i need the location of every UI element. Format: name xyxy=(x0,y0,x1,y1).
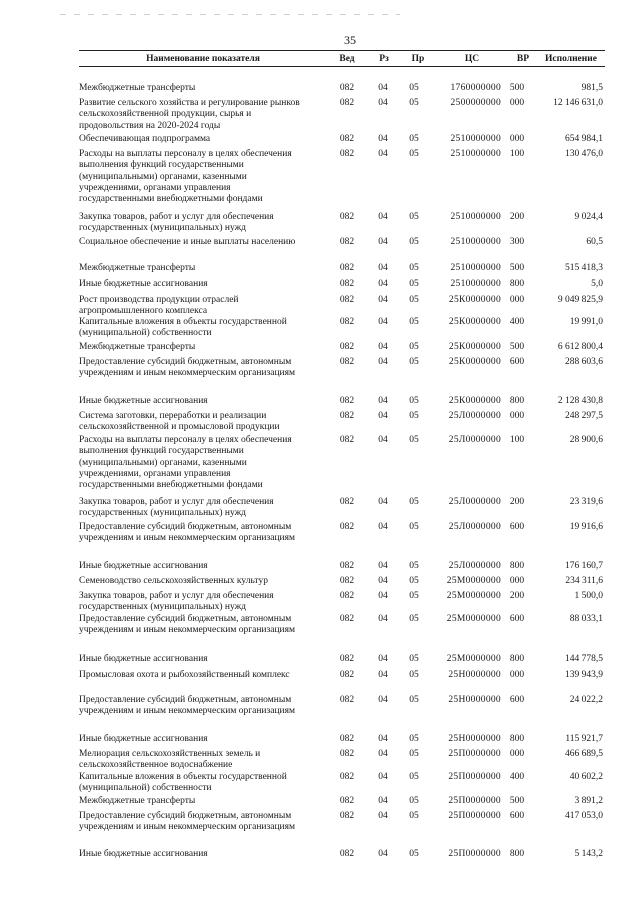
row-name-line: Иные бюджетные ассигнования xyxy=(79,654,208,664)
row-pr: 05 xyxy=(409,237,419,247)
row-ved: 082 xyxy=(339,411,355,421)
row-cs: 25К0000000 xyxy=(448,396,501,406)
row-ved: 082 xyxy=(339,695,355,705)
row-name xyxy=(79,212,319,235)
row-cs: 25П0000000 xyxy=(448,811,501,821)
row-name-line: учреждениям и иным некоммерческим организациям xyxy=(79,822,296,833)
row-name-line: Предоставление субсидий бюджетным, автономным xyxy=(79,614,292,624)
row-name xyxy=(79,149,319,205)
page-number: 35 xyxy=(344,33,356,47)
row-cs: 25Н0000000 xyxy=(448,734,501,744)
row-name xyxy=(79,357,319,380)
row-name xyxy=(79,796,319,807)
row-rz: 04 xyxy=(378,342,388,352)
row-rz: 04 xyxy=(378,591,388,601)
row-vr: 800 xyxy=(509,849,525,859)
row-name xyxy=(79,83,319,94)
row-cs: 25Л0000000 xyxy=(448,522,501,532)
row-ved: 082 xyxy=(339,522,355,532)
row-vr: 600 xyxy=(509,811,525,821)
row-name-line: Система заготовки, переработки и реализации xyxy=(79,411,267,421)
row-pr: 05 xyxy=(409,849,419,859)
row-name xyxy=(79,576,319,587)
row-cs: 2510000000 xyxy=(450,263,501,273)
row-sum: 19 991,0 xyxy=(569,317,603,327)
row-sum: 19 916,6 xyxy=(569,522,603,532)
row-sum: 417 053,0 xyxy=(565,811,603,821)
row-pr: 05 xyxy=(409,497,419,507)
row-name-line: сельскохозяйственной и промысловой продукции xyxy=(79,422,280,433)
row-vr: 000 xyxy=(509,295,525,305)
row-vr: 200 xyxy=(509,497,525,507)
row-rz: 04 xyxy=(378,796,388,806)
row-name-line: Развитие сельского хозяйства и регулирование рынков xyxy=(79,98,300,108)
row-ved: 082 xyxy=(339,295,355,305)
row-ved: 082 xyxy=(339,149,355,159)
row-cs: 25П0000000 xyxy=(448,849,501,859)
row-pr: 05 xyxy=(409,749,419,759)
row-name xyxy=(79,849,319,860)
row-pr: 05 xyxy=(409,772,419,782)
row-ved: 082 xyxy=(339,772,355,782)
row-name-line: сельскохозяйственное водоснабжение xyxy=(79,760,233,771)
row-vr: 600 xyxy=(509,695,525,705)
row-name-line: Предоставление субсидий бюджетным, автономным xyxy=(79,811,292,821)
row-rz: 04 xyxy=(378,411,388,421)
row-ved: 082 xyxy=(339,317,355,327)
row-ved: 082 xyxy=(339,749,355,759)
row-ved: 082 xyxy=(339,561,355,571)
row-vr: 300 xyxy=(509,237,525,247)
row-pr: 05 xyxy=(409,522,419,532)
table-header xyxy=(79,50,605,67)
row-sum: 130 476,0 xyxy=(565,149,603,159)
row-vr: 400 xyxy=(509,317,525,327)
row-rz: 04 xyxy=(378,396,388,406)
row-vr: 800 xyxy=(509,561,525,571)
row-rz: 04 xyxy=(378,497,388,507)
row-rz: 04 xyxy=(378,279,388,289)
row-vr: 000 xyxy=(509,749,525,759)
row-vr: 200 xyxy=(509,212,525,222)
row-sum: 2 128 430,8 xyxy=(557,396,603,406)
row-name-line: Обеспечивающая подпрограмма xyxy=(79,134,211,144)
row-pr: 05 xyxy=(409,576,419,586)
row-rz: 04 xyxy=(378,83,388,93)
row-name-line: Предоставление субсидий бюджетным, автономным xyxy=(79,522,292,532)
row-cs: 25К0000000 xyxy=(448,295,501,305)
row-ved: 082 xyxy=(339,279,355,289)
row-vr: 000 xyxy=(509,576,525,586)
row-sum: 288 603,6 xyxy=(565,357,603,367)
row-name xyxy=(79,435,319,491)
row-pr: 05 xyxy=(409,411,419,421)
row-pr: 05 xyxy=(409,734,419,744)
row-cs: 2510000000 xyxy=(450,237,501,247)
row-cs: 25Л0000000 xyxy=(448,561,501,571)
row-rz: 04 xyxy=(378,670,388,680)
row-name xyxy=(79,734,319,745)
row-name-line: учреждениям и иным некоммерческим организациям xyxy=(79,625,296,636)
row-cs: 2510000000 xyxy=(450,149,501,159)
row-cs: 25Н0000000 xyxy=(448,670,501,680)
row-name-line: государственными внебюджетными фондами xyxy=(79,194,263,205)
row-name-line: выполнения функций государственными xyxy=(79,446,244,457)
row-ved: 082 xyxy=(339,342,355,352)
row-name xyxy=(79,522,319,545)
row-cs: 2510000000 xyxy=(450,134,501,144)
row-name xyxy=(79,772,319,795)
row-name-line: (муниципальными) органами, казенными xyxy=(79,457,247,468)
row-name xyxy=(79,411,319,434)
row-pr: 05 xyxy=(409,134,419,144)
row-name-line: Иные бюджетные ассигнования xyxy=(79,849,208,859)
row-name-line: Закупка товаров, работ и услуг для обеспечения xyxy=(79,591,274,601)
row-sum: 9 049 825,9 xyxy=(557,295,603,305)
row-name xyxy=(79,396,319,407)
row-rz: 04 xyxy=(378,237,388,247)
row-sum: 466 689,5 xyxy=(565,749,603,759)
row-pr: 05 xyxy=(409,591,419,601)
row-name-line: Иные бюджетные ассигнования xyxy=(79,734,208,744)
row-name-line: Иные бюджетные ассигнования xyxy=(79,396,208,406)
row-name xyxy=(79,695,319,718)
row-name xyxy=(79,263,319,274)
row-ved: 082 xyxy=(339,396,355,406)
row-name xyxy=(79,654,319,665)
row-name xyxy=(79,591,319,614)
row-cs: 25К0000000 xyxy=(448,317,501,327)
row-name-line: государственных (муниципальных) нужд xyxy=(79,223,246,234)
row-rz: 04 xyxy=(378,435,388,445)
row-rz: 04 xyxy=(378,357,388,367)
row-vr: 400 xyxy=(509,772,525,782)
row-rz: 04 xyxy=(378,614,388,624)
row-pr: 05 xyxy=(409,670,419,680)
row-vr: 000 xyxy=(509,670,525,680)
row-ved: 082 xyxy=(339,212,355,222)
row-vr: 800 xyxy=(509,279,525,289)
row-ved: 082 xyxy=(339,670,355,680)
row-name xyxy=(79,811,319,834)
row-rz: 04 xyxy=(378,134,388,144)
row-name-line: Капитальные вложения в объекты государственной xyxy=(79,317,287,327)
row-cs: 25К0000000 xyxy=(448,357,501,367)
row-cs: 25Л0000000 xyxy=(448,497,501,507)
row-rz: 04 xyxy=(378,263,388,273)
row-name-line: выполнения функций государственными xyxy=(79,160,244,171)
row-name xyxy=(79,342,319,353)
row-vr: 500 xyxy=(509,342,525,352)
row-name-line: Социальное обеспечение и иные выплаты населению xyxy=(79,237,296,247)
row-vr: 200 xyxy=(509,591,525,601)
row-name-line: Межбюджетные трансферты xyxy=(79,263,196,273)
row-pr: 05 xyxy=(409,811,419,821)
row-ved: 082 xyxy=(339,734,355,744)
row-sum: 24 022,2 xyxy=(569,695,603,705)
row-vr: 600 xyxy=(509,357,525,367)
row-cs: 2510000000 xyxy=(450,212,501,222)
row-name xyxy=(79,614,319,637)
row-name xyxy=(79,279,319,290)
row-cs: 25П0000000 xyxy=(448,749,501,759)
row-sum: 60,5 xyxy=(586,237,603,247)
row-vr: 100 xyxy=(509,149,525,159)
row-cs: 1760000000 xyxy=(450,83,501,93)
row-cs: 25Н0000000 xyxy=(448,695,501,705)
header-name: Наименование показателя xyxy=(146,53,260,64)
row-name-line: сельскохозяйственной продукции, сырья и xyxy=(79,109,252,120)
row-ved: 082 xyxy=(339,849,355,859)
header-pr: Пр xyxy=(411,53,425,64)
row-vr: 000 xyxy=(509,98,525,108)
row-ved: 082 xyxy=(339,98,355,108)
row-cs: 25П0000000 xyxy=(448,796,501,806)
row-rz: 04 xyxy=(378,561,388,571)
row-name xyxy=(79,561,319,572)
row-pr: 05 xyxy=(409,357,419,367)
row-name xyxy=(79,134,319,145)
row-rz: 04 xyxy=(378,811,388,821)
row-ved: 082 xyxy=(339,134,355,144)
row-sum: 88 033,1 xyxy=(569,614,603,624)
row-name-line: Рост производства продукции отраслей xyxy=(79,295,239,305)
row-sum: 654 984,1 xyxy=(565,134,603,144)
row-name-line: учреждениями, органами управления xyxy=(79,468,231,479)
row-sum: 40 602,2 xyxy=(569,772,603,782)
row-name-line: Расходы на выплаты персоналу в целях обеспечения xyxy=(79,149,292,159)
row-pr: 05 xyxy=(409,83,419,93)
row-ved: 082 xyxy=(339,614,355,624)
row-ved: 082 xyxy=(339,83,355,93)
row-rz: 04 xyxy=(378,654,388,664)
row-rz: 04 xyxy=(378,212,388,222)
row-vr: 500 xyxy=(509,263,525,273)
row-pr: 05 xyxy=(409,279,419,289)
header-cs: ЦС xyxy=(464,53,480,64)
row-sum: 176 160,7 xyxy=(565,561,603,571)
row-name-line: агропромышленного комплекса xyxy=(79,306,208,317)
row-vr: 800 xyxy=(509,654,525,664)
row-name-line: государственных (муниципальных) нужд xyxy=(79,602,246,613)
header-ved: Вед xyxy=(339,53,355,64)
row-name xyxy=(79,749,319,772)
row-ved: 082 xyxy=(339,435,355,445)
row-vr: 100 xyxy=(509,435,525,445)
row-cs: 25М0000000 xyxy=(446,654,501,664)
row-name-line: Иные бюджетные ассигнования xyxy=(79,561,208,571)
row-sum: 139 943,9 xyxy=(565,670,603,680)
row-ved: 082 xyxy=(339,357,355,367)
row-rz: 04 xyxy=(378,149,388,159)
scan-artifact-line xyxy=(60,14,400,15)
row-rz: 04 xyxy=(378,98,388,108)
row-pr: 05 xyxy=(409,614,419,624)
row-cs: 25Л0000000 xyxy=(448,411,501,421)
row-cs: 25К0000000 xyxy=(448,342,501,352)
row-sum: 981,5 xyxy=(581,83,603,93)
row-sum: 23 319,6 xyxy=(569,497,603,507)
row-name xyxy=(79,98,319,132)
row-ved: 082 xyxy=(339,591,355,601)
row-ved: 082 xyxy=(339,796,355,806)
row-pr: 05 xyxy=(409,98,419,108)
row-vr: 600 xyxy=(509,614,525,624)
row-rz: 04 xyxy=(378,734,388,744)
row-name-line: учреждениям и иным некоммерческим организациям xyxy=(79,706,296,717)
row-name xyxy=(79,237,319,248)
row-ved: 082 xyxy=(339,237,355,247)
row-sum: 248 297,5 xyxy=(565,411,603,421)
row-vr: 800 xyxy=(509,734,525,744)
row-cs: 25М0000000 xyxy=(446,576,501,586)
header-sum: Исполнение xyxy=(545,53,597,64)
row-sum: 234 311,6 xyxy=(565,576,603,586)
row-sum: 9 024,4 xyxy=(574,212,603,222)
row-rz: 04 xyxy=(378,772,388,782)
row-name-line: Мелиорация сельскохозяйственных земель и xyxy=(79,749,261,759)
row-name xyxy=(79,497,319,520)
row-pr: 05 xyxy=(409,561,419,571)
row-name-line: учреждениям и иным некоммерческим организациям xyxy=(79,368,296,379)
row-sum: 1 500,0 xyxy=(574,591,603,601)
row-name-line: (муниципальной) собственности xyxy=(79,328,212,339)
row-sum: 5,0 xyxy=(591,279,603,289)
row-pr: 05 xyxy=(409,295,419,305)
row-vr: 500 xyxy=(509,83,525,93)
row-pr: 05 xyxy=(409,796,419,806)
row-cs: 25Л0000000 xyxy=(448,435,501,445)
row-name xyxy=(79,295,319,318)
row-name-line: Межбюджетные трансферты xyxy=(79,796,196,806)
row-name-line: государственными внебюджетными фондами xyxy=(79,480,263,491)
row-sum: 28 900,6 xyxy=(569,435,603,445)
row-sum: 5 143,2 xyxy=(574,849,603,859)
row-pr: 05 xyxy=(409,317,419,327)
row-pr: 05 xyxy=(409,263,419,273)
row-ved: 082 xyxy=(339,576,355,586)
row-vr: 800 xyxy=(509,396,525,406)
row-rz: 04 xyxy=(378,695,388,705)
row-name-line: Иные бюджетные ассигнования xyxy=(79,279,208,289)
row-cs: 2510000000 xyxy=(450,279,501,289)
row-pr: 05 xyxy=(409,435,419,445)
row-pr: 05 xyxy=(409,149,419,159)
row-sum: 3 891,2 xyxy=(574,796,603,806)
row-name-line: Капитальные вложения в объекты государственной xyxy=(79,772,287,782)
row-cs: 2500000000 xyxy=(450,98,501,108)
row-vr: 000 xyxy=(509,134,525,144)
row-name-line: учреждениям и иным некоммерческим организациям xyxy=(79,533,296,544)
row-ved: 082 xyxy=(339,497,355,507)
row-pr: 05 xyxy=(409,695,419,705)
row-name-line: учреждениями, органами управления xyxy=(79,182,231,193)
row-name-line: (муниципальной) собственности xyxy=(79,783,212,794)
row-rz: 04 xyxy=(378,317,388,327)
header-rz: Рз xyxy=(379,53,389,64)
row-vr: 500 xyxy=(509,796,525,806)
row-name-line: Межбюджетные трансферты xyxy=(79,342,196,352)
row-cs: 25П0000000 xyxy=(448,772,501,782)
row-pr: 05 xyxy=(409,396,419,406)
row-name xyxy=(79,317,319,340)
row-name-line: (муниципальными) органами, казенными xyxy=(79,171,247,182)
row-name-line: Расходы на выплаты персоналу в целях обеспечения xyxy=(79,435,292,445)
row-name-line: продовольствия на 2020-2024 годы xyxy=(79,120,221,131)
header-vr: ВР xyxy=(516,53,530,64)
row-sum: 6 612 800,4 xyxy=(557,342,603,352)
row-vr: 000 xyxy=(509,411,525,421)
row-pr: 05 xyxy=(409,654,419,664)
row-name-line: Промысловая охота и рыбохозяйственный комплекс xyxy=(79,670,290,680)
row-rz: 04 xyxy=(378,295,388,305)
row-cs: 25М0000000 xyxy=(446,591,501,601)
row-vr: 600 xyxy=(509,522,525,532)
row-name-line: Закупка товаров, работ и услуг для обеспечения xyxy=(79,212,274,222)
row-name-line: Межбюджетные трансферты xyxy=(79,83,196,93)
row-name-line: Семеноводство сельскохозяйственных культур xyxy=(79,576,268,586)
row-ved: 082 xyxy=(339,263,355,273)
row-name-line: Закупка товаров, работ и услуг для обеспечения xyxy=(79,497,274,507)
row-rz: 04 xyxy=(378,849,388,859)
row-sum: 12 146 631,0 xyxy=(553,98,603,108)
row-name-line: Предоставление субсидий бюджетным, автономным xyxy=(79,695,292,705)
row-ved: 082 xyxy=(339,654,355,664)
row-name xyxy=(79,670,319,681)
row-name-line: Предоставление субсидий бюджетным, автономным xyxy=(79,357,292,367)
row-sum: 115 921,7 xyxy=(565,734,603,744)
row-pr: 05 xyxy=(409,342,419,352)
row-rz: 04 xyxy=(378,576,388,586)
row-sum: 144 778,5 xyxy=(565,654,603,664)
row-name-line: государственных (муниципальных) нужд xyxy=(79,508,246,519)
row-pr: 05 xyxy=(409,212,419,222)
row-ved: 082 xyxy=(339,811,355,821)
row-cs: 25М0000000 xyxy=(446,614,501,624)
row-rz: 04 xyxy=(378,522,388,532)
row-sum: 515 418,3 xyxy=(565,263,603,273)
row-rz: 04 xyxy=(378,749,388,759)
budget-table xyxy=(79,50,605,859)
